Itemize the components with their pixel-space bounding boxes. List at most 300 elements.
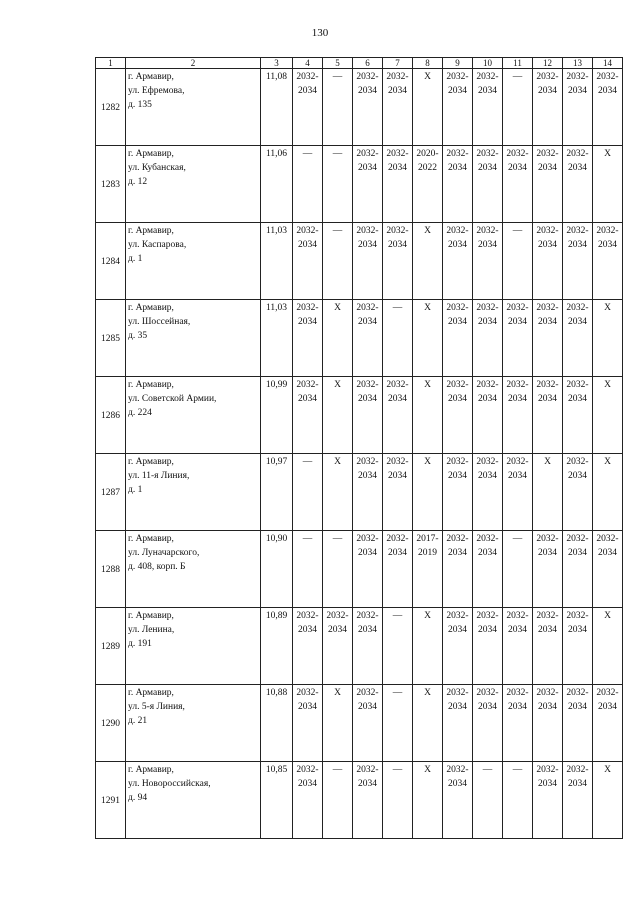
address-line: ул. 11-я Линия,	[128, 471, 190, 481]
period-cell	[593, 762, 623, 839]
period-line: Х	[424, 226, 431, 236]
period-line: 2032-	[596, 688, 619, 698]
period-cell	[503, 300, 533, 377]
period-cell	[443, 685, 473, 762]
period-line: 2034	[298, 394, 317, 404]
address-line: д. 35	[128, 331, 148, 341]
address-line: д. 21	[128, 716, 148, 726]
period-line: 2034	[568, 702, 587, 712]
period-cell	[383, 223, 413, 300]
period-line: 2032-	[386, 226, 409, 236]
period-line: 2034	[298, 779, 317, 789]
column-header: 6	[353, 58, 383, 69]
period-line: 2032-	[446, 303, 469, 313]
period-line: 2032-	[536, 303, 559, 313]
period-line: 2032-	[446, 688, 469, 698]
address-line: ул. Кубанская,	[128, 163, 186, 173]
period-line: 2032-	[476, 226, 499, 236]
period-cell	[323, 69, 353, 146]
area-value: 10,88	[261, 685, 293, 762]
period-line: 2034	[448, 317, 467, 327]
period-cell	[503, 223, 533, 300]
table-row	[96, 223, 623, 300]
period-line: 2034	[538, 779, 557, 789]
period-line: 2032-	[476, 303, 499, 313]
row-number: 1285	[96, 300, 126, 377]
period-cell	[413, 762, 443, 839]
table-row	[96, 762, 623, 839]
period-cell	[563, 69, 593, 146]
area-value: 11,06	[261, 146, 293, 223]
period-line: 2032-	[566, 534, 589, 544]
period-line: 2032-	[476, 688, 499, 698]
period-line: 2034	[478, 548, 497, 558]
period-line: 2034	[478, 394, 497, 404]
period-line: Х	[424, 765, 431, 775]
period-line: —	[482, 765, 493, 775]
period-line: 2032-	[536, 688, 559, 698]
address-line: ул. Каспарова,	[128, 240, 187, 250]
period-line: —	[332, 149, 343, 159]
period-cell	[413, 300, 443, 377]
period-line: 2032-	[596, 226, 619, 236]
period-line: 2032-	[446, 380, 469, 390]
period-cell	[293, 608, 323, 685]
table-row	[96, 454, 623, 531]
period-line: 2034	[568, 163, 587, 173]
period-line: 2032-	[506, 688, 529, 698]
period-cell	[593, 454, 623, 531]
period-line: —	[302, 457, 313, 467]
address-line: д. 1	[128, 254, 143, 264]
address-cell	[126, 454, 261, 531]
address-cell	[126, 69, 261, 146]
period-line: 2032-	[566, 688, 589, 698]
address-cell	[126, 531, 261, 608]
period-cell	[533, 223, 563, 300]
period-cell	[593, 531, 623, 608]
period-cell	[383, 685, 413, 762]
period-line: 2032-	[506, 611, 529, 621]
period-cell	[383, 146, 413, 223]
period-line: 2034	[448, 471, 467, 481]
period-line: Х	[424, 303, 431, 313]
period-cell	[383, 762, 413, 839]
period-cell	[443, 377, 473, 454]
period-cell	[413, 685, 443, 762]
area-value: 10,97	[261, 454, 293, 531]
period-cell	[353, 300, 383, 377]
period-line: 2034	[478, 625, 497, 635]
period-line: Х	[604, 149, 611, 159]
period-line: 2034	[478, 240, 497, 250]
period-line: 2032-	[446, 226, 469, 236]
area-value: 10,85	[261, 762, 293, 839]
period-line: 2034	[568, 394, 587, 404]
period-cell	[413, 223, 443, 300]
period-line: 2034	[508, 471, 527, 481]
period-cell	[293, 377, 323, 454]
period-line: 2034	[538, 240, 557, 250]
period-cell	[413, 608, 443, 685]
period-line: —	[332, 226, 343, 236]
period-line: 2034	[538, 625, 557, 635]
period-line: 2032-	[536, 226, 559, 236]
period-cell	[533, 685, 563, 762]
period-line: 2034	[538, 702, 557, 712]
period-cell	[353, 608, 383, 685]
period-line: 2032-	[476, 380, 499, 390]
column-header: 11	[503, 58, 533, 69]
period-cell	[473, 300, 503, 377]
period-cell	[413, 146, 443, 223]
period-cell	[443, 531, 473, 608]
table-row	[96, 377, 623, 454]
period-cell	[353, 454, 383, 531]
period-line: 2034	[298, 86, 317, 96]
column-header: 2	[126, 58, 261, 69]
period-line: 2032-	[566, 149, 589, 159]
period-line: 2032-	[356, 226, 379, 236]
period-cell	[563, 223, 593, 300]
column-header: 9	[443, 58, 473, 69]
period-cell	[563, 377, 593, 454]
period-cell	[353, 223, 383, 300]
period-line: 2032-	[386, 380, 409, 390]
period-line: Х	[334, 457, 341, 467]
address-cell	[126, 300, 261, 377]
period-cell	[563, 685, 593, 762]
address-line: д. 135	[128, 100, 152, 110]
period-cell	[533, 454, 563, 531]
period-line: —	[512, 72, 523, 82]
period-cell	[533, 531, 563, 608]
period-line: Х	[424, 72, 431, 82]
period-line: 2034	[358, 240, 377, 250]
period-line: 2034	[448, 240, 467, 250]
period-line: 2032-	[476, 149, 499, 159]
table-row	[96, 146, 623, 223]
period-line: 2034	[478, 86, 497, 96]
period-line: —	[332, 765, 343, 775]
register-table	[95, 57, 623, 839]
address-cell	[126, 223, 261, 300]
period-cell	[533, 146, 563, 223]
address-line: д. 94	[128, 793, 148, 803]
period-line: 2020-	[416, 149, 439, 159]
period-cell	[503, 762, 533, 839]
period-cell	[293, 223, 323, 300]
period-line: 2034	[388, 471, 407, 481]
period-cell	[533, 377, 563, 454]
period-line: 2032-	[296, 72, 319, 82]
address-line: д. 12	[128, 177, 148, 187]
period-line: 2034	[388, 548, 407, 558]
period-line: 2034	[478, 702, 497, 712]
address-cell	[126, 146, 261, 223]
period-cell	[503, 454, 533, 531]
period-line: Х	[424, 688, 431, 698]
period-line: 2032-	[356, 149, 379, 159]
period-line: 2032-	[386, 72, 409, 82]
period-line: 2032-	[446, 611, 469, 621]
period-line: 2032-	[296, 380, 319, 390]
period-line: Х	[604, 765, 611, 775]
address-line: ул. Советской Армии,	[128, 394, 217, 404]
column-header: 3	[261, 58, 293, 69]
period-cell	[323, 146, 353, 223]
period-cell	[383, 377, 413, 454]
area-value: 11,08	[261, 69, 293, 146]
period-line: 2034	[568, 625, 587, 635]
period-line: 2032-	[566, 226, 589, 236]
period-line: 2032-	[476, 611, 499, 621]
period-cell	[353, 377, 383, 454]
row-number: 1289	[96, 608, 126, 685]
period-line: 2032-	[566, 765, 589, 775]
period-cell	[383, 69, 413, 146]
row-number: 1291	[96, 762, 126, 839]
period-line: 2032-	[326, 611, 349, 621]
period-line: 2034	[508, 394, 527, 404]
period-cell	[473, 454, 503, 531]
period-cell	[473, 685, 503, 762]
address-line: д. 408, корп. Б	[128, 562, 186, 572]
period-line: 2034	[478, 317, 497, 327]
column-header: 8	[413, 58, 443, 69]
period-line: 2034	[448, 702, 467, 712]
period-line: 2034	[358, 548, 377, 558]
period-line: 2034	[358, 86, 377, 96]
period-line: 2034	[328, 625, 347, 635]
period-line: Х	[334, 688, 341, 698]
row-number: 1290	[96, 685, 126, 762]
table-row	[96, 685, 623, 762]
period-cell	[593, 146, 623, 223]
period-line: 2032-	[506, 149, 529, 159]
period-line: 2034	[448, 86, 467, 96]
address-line: ул. Новороссийская,	[128, 779, 211, 789]
period-line: 2034	[508, 317, 527, 327]
period-line: Х	[424, 611, 431, 621]
period-cell	[473, 762, 503, 839]
period-cell	[413, 531, 443, 608]
period-cell	[473, 146, 503, 223]
period-cell	[383, 300, 413, 377]
address-line: г. Армавир,	[128, 534, 174, 544]
period-line: 2034	[298, 317, 317, 327]
address-line: г. Армавир,	[128, 688, 174, 698]
address-cell	[126, 377, 261, 454]
area-value: 10,89	[261, 608, 293, 685]
period-cell	[323, 608, 353, 685]
row-number: 1283	[96, 146, 126, 223]
period-line: 2032-	[446, 72, 469, 82]
table-body	[96, 58, 623, 839]
period-cell	[353, 531, 383, 608]
row-number: 1288	[96, 531, 126, 608]
period-line: 2034	[598, 240, 617, 250]
address-line: ул. 5-я Линия,	[128, 702, 185, 712]
period-line: 2032-	[296, 765, 319, 775]
period-line: 2032-	[476, 457, 499, 467]
column-header: 13	[563, 58, 593, 69]
period-line: —	[512, 765, 523, 775]
period-line: 2032-	[536, 534, 559, 544]
period-line: 2032-	[476, 534, 499, 544]
period-cell	[503, 146, 533, 223]
period-cell	[593, 685, 623, 762]
period-line: 2032-	[566, 380, 589, 390]
period-line: 2032-	[476, 72, 499, 82]
period-line: 2032-	[296, 611, 319, 621]
period-line: Х	[604, 611, 611, 621]
period-cell	[413, 454, 443, 531]
column-header: 12	[533, 58, 563, 69]
period-line: —	[392, 611, 403, 621]
period-line: 2032-	[506, 380, 529, 390]
period-line: Х	[334, 303, 341, 313]
period-cell	[533, 69, 563, 146]
period-cell	[323, 377, 353, 454]
period-cell	[353, 685, 383, 762]
period-cell	[353, 69, 383, 146]
period-line: —	[512, 534, 523, 544]
period-line: 2034	[298, 240, 317, 250]
period-line: 2034	[358, 394, 377, 404]
area-value: 10,90	[261, 531, 293, 608]
period-line: 2034	[508, 163, 527, 173]
period-cell	[563, 531, 593, 608]
address-line: г. Армавир,	[128, 72, 174, 82]
address-line: г. Армавир,	[128, 226, 174, 236]
period-line: 2034	[508, 625, 527, 635]
period-cell	[473, 608, 503, 685]
period-cell	[533, 762, 563, 839]
period-line: 2034	[388, 240, 407, 250]
period-cell	[383, 608, 413, 685]
period-line: 2034	[388, 394, 407, 404]
address-line: г. Армавир,	[128, 303, 174, 313]
period-cell	[443, 454, 473, 531]
period-line: 2034	[358, 702, 377, 712]
period-line: 2032-	[296, 688, 319, 698]
period-cell	[503, 608, 533, 685]
period-line: 2032-	[536, 765, 559, 775]
header-row	[96, 58, 623, 69]
period-line: 2032-	[356, 688, 379, 698]
address-cell	[126, 608, 261, 685]
period-line: 2034	[538, 317, 557, 327]
period-cell	[563, 146, 593, 223]
period-cell	[593, 69, 623, 146]
period-cell	[563, 300, 593, 377]
area-value: 11,03	[261, 223, 293, 300]
period-line: 2034	[448, 163, 467, 173]
period-line: 2034	[538, 163, 557, 173]
period-line: —	[392, 303, 403, 313]
period-line: Х	[604, 457, 611, 467]
row-number: 1284	[96, 223, 126, 300]
period-line: 2034	[358, 779, 377, 789]
period-line: 2032-	[356, 303, 379, 313]
period-line: 2034	[508, 702, 527, 712]
period-line: Х	[424, 380, 431, 390]
period-cell	[503, 69, 533, 146]
area-value: 11,03	[261, 300, 293, 377]
period-line: 2032-	[356, 72, 379, 82]
period-line: Х	[604, 380, 611, 390]
address-line: г. Армавир,	[128, 611, 174, 621]
period-cell	[593, 223, 623, 300]
period-cell	[503, 377, 533, 454]
period-cell	[383, 454, 413, 531]
period-line: 2034	[448, 625, 467, 635]
area-value: 10,99	[261, 377, 293, 454]
period-cell	[323, 300, 353, 377]
address-line: ул. Ефремова,	[128, 86, 185, 96]
period-cell	[503, 531, 533, 608]
address-cell	[126, 762, 261, 839]
period-line: 2032-	[386, 457, 409, 467]
period-line: 2034	[298, 702, 317, 712]
row-number: 1282	[96, 69, 126, 146]
period-cell	[293, 146, 323, 223]
period-cell	[323, 454, 353, 531]
period-line: 2032-	[596, 72, 619, 82]
period-line: 2034	[568, 779, 587, 789]
period-line: 2032-	[596, 534, 619, 544]
period-line: Х	[544, 457, 551, 467]
table-row	[96, 69, 623, 146]
address-line: ул. Луначарского,	[128, 548, 200, 558]
period-line: 2022	[418, 163, 437, 173]
period-line: 2032-	[296, 226, 319, 236]
period-line: Х	[604, 303, 611, 313]
period-cell	[293, 454, 323, 531]
period-line: 2034	[448, 779, 467, 789]
period-line: 2032-	[536, 380, 559, 390]
column-header: 1	[96, 58, 126, 69]
period-line: 2034	[358, 471, 377, 481]
period-line: 2034	[598, 702, 617, 712]
period-line: 2032-	[446, 534, 469, 544]
period-cell	[443, 608, 473, 685]
period-line: 2032-	[536, 72, 559, 82]
period-line: 2032-	[386, 534, 409, 544]
address-line: ул. Ленина,	[128, 625, 175, 635]
period-line: 2034	[358, 317, 377, 327]
period-line: 2034	[568, 86, 587, 96]
period-line: —	[332, 72, 343, 82]
period-line: 2019	[418, 548, 437, 558]
period-line: —	[332, 534, 343, 544]
period-cell	[293, 531, 323, 608]
period-line: 2034	[538, 86, 557, 96]
period-line: 2032-	[446, 457, 469, 467]
period-line: 2034	[568, 471, 587, 481]
address-cell	[126, 685, 261, 762]
period-cell	[383, 531, 413, 608]
period-line: 2034	[448, 548, 467, 558]
period-cell	[473, 377, 503, 454]
period-line: 2034	[598, 86, 617, 96]
period-cell	[533, 300, 563, 377]
period-cell	[473, 69, 503, 146]
period-line: 2034	[538, 394, 557, 404]
address-line: г. Армавир,	[128, 765, 174, 775]
period-cell	[443, 223, 473, 300]
